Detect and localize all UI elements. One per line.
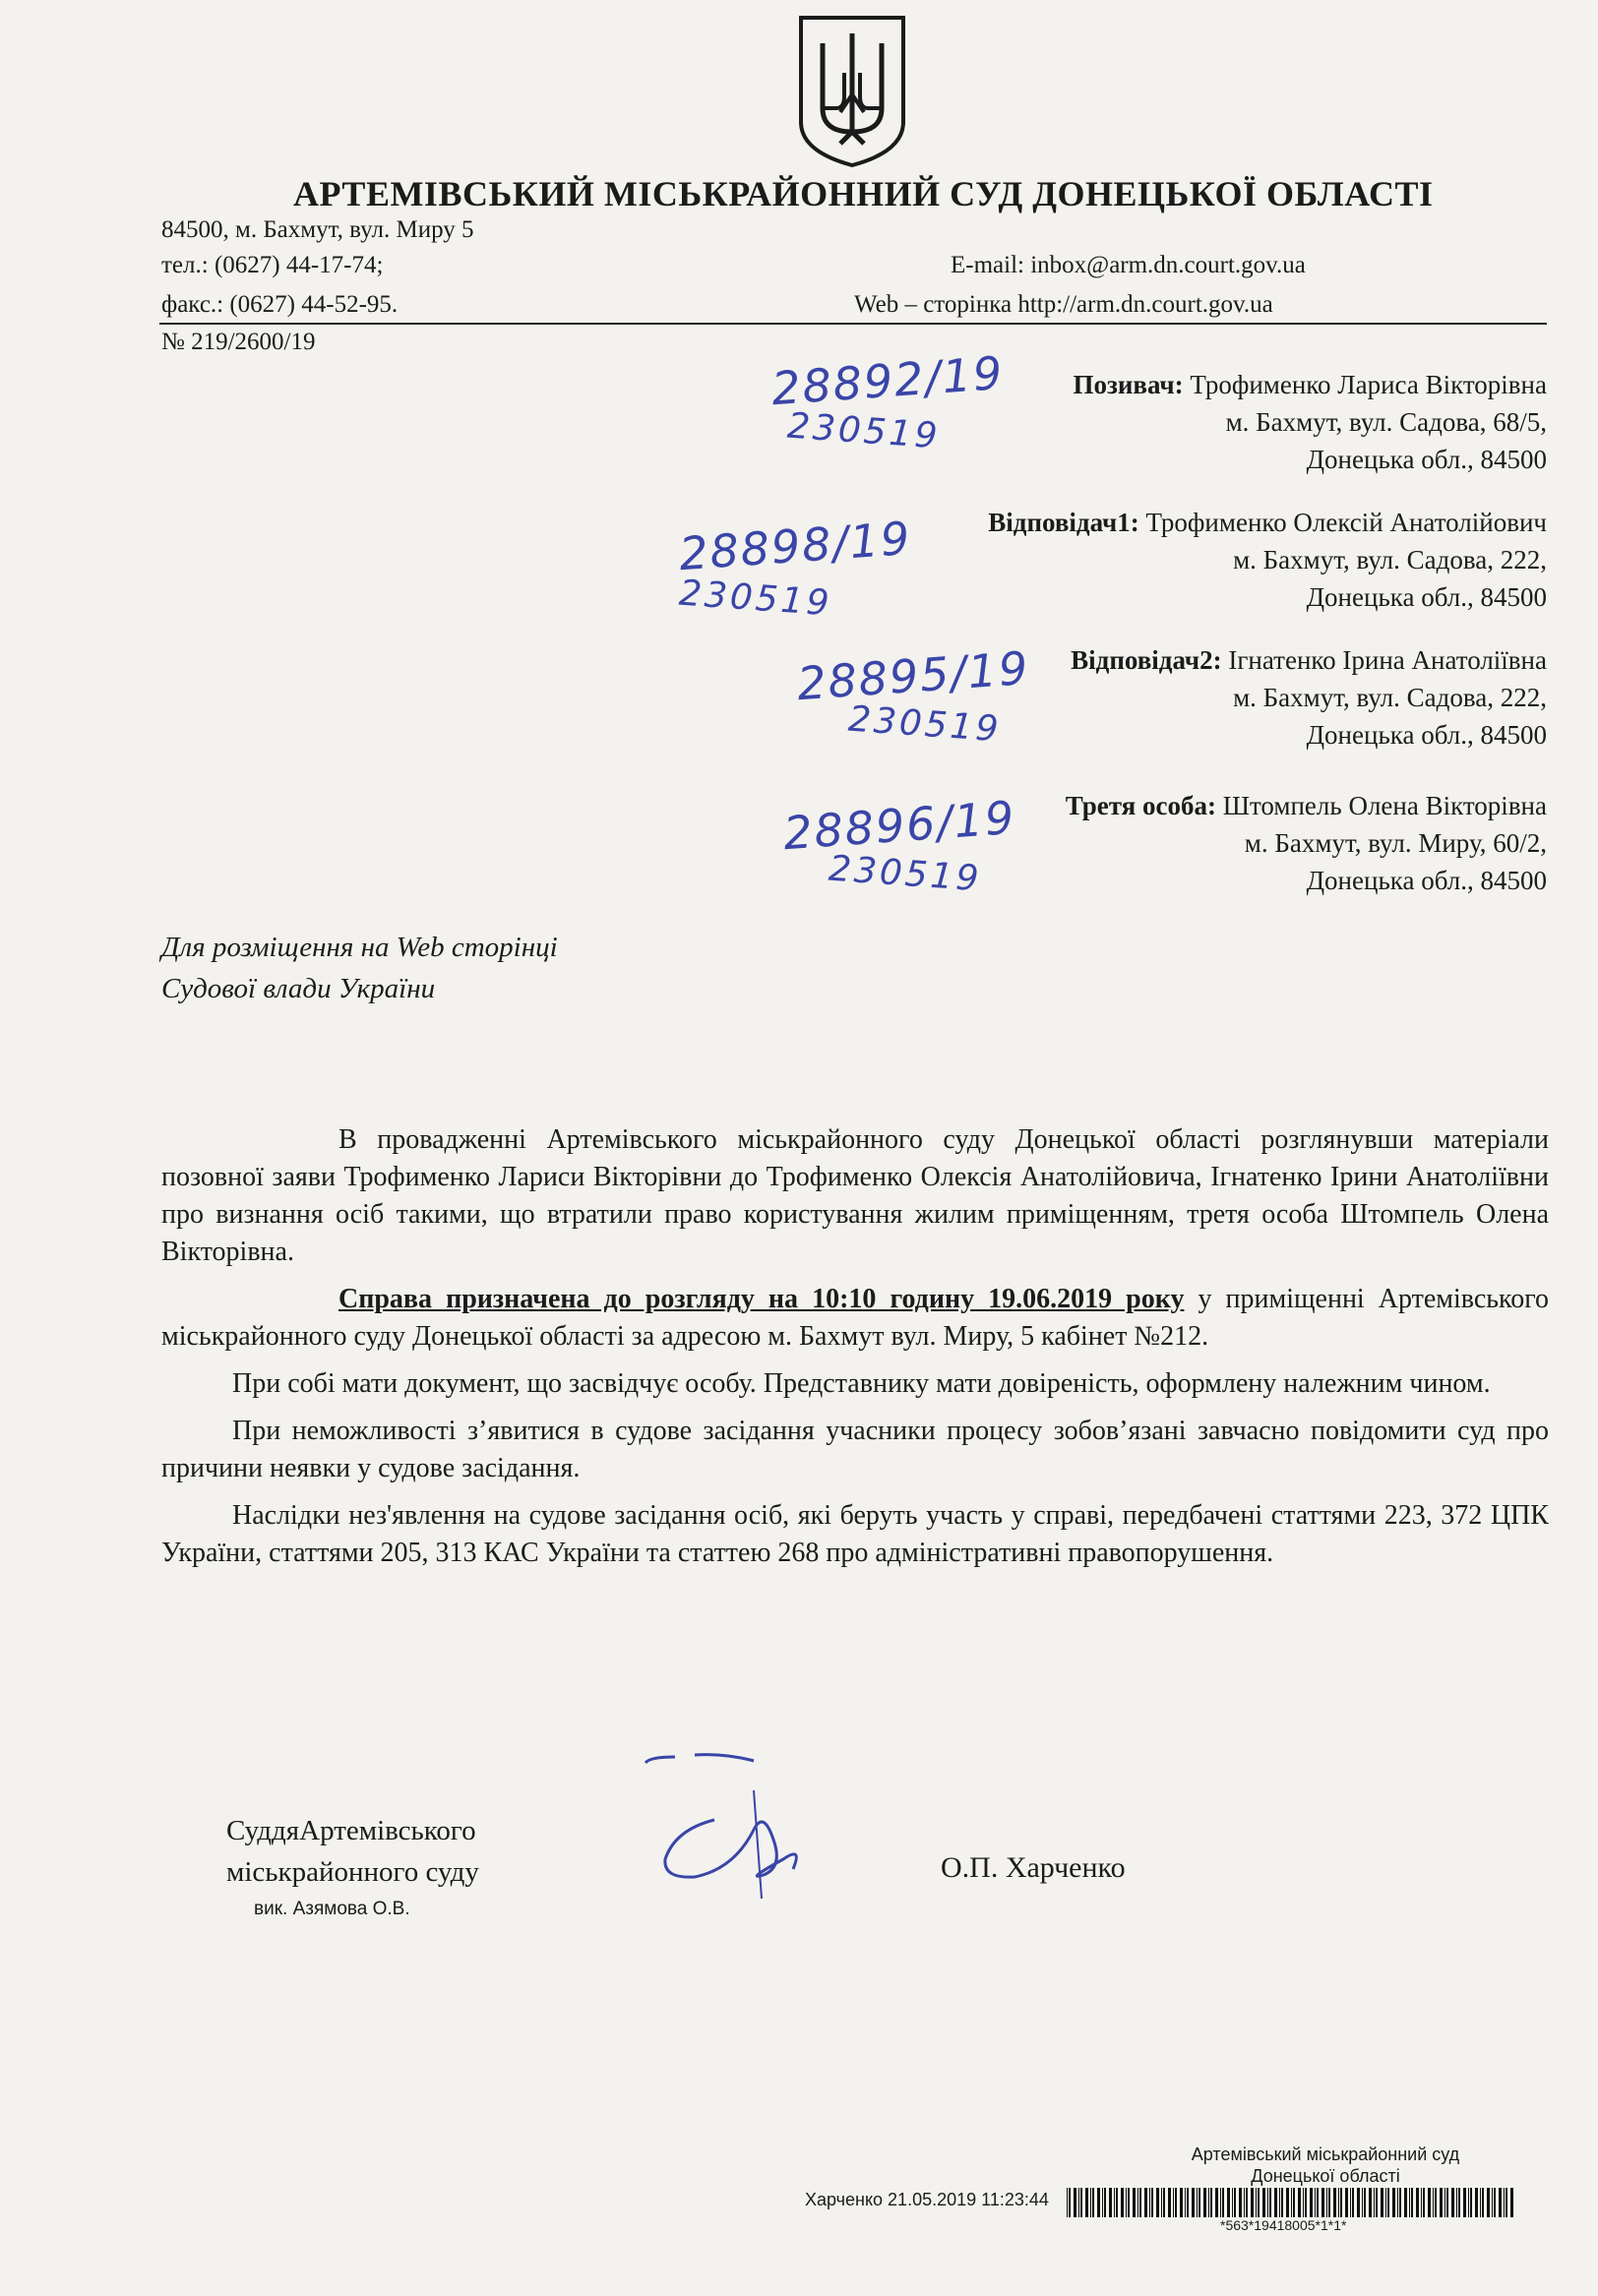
party-name: Ігнатенко Ірина Анатоліївна [1228,645,1547,675]
court-email: E-mail: inbox@arm.dn.court.gov.ua [951,252,1306,278]
party-defendant-1 [988,504,1547,616]
party-defendant-2 [1071,641,1547,754]
handwritten-signature-icon [636,1751,852,1899]
trident-emblem-icon [793,14,911,169]
party-third-person [1066,787,1547,899]
handwritten-number: 28892/19 [769,345,1006,416]
case-number: № 219/2600/19 [161,329,316,355]
notice-body [161,1121,1549,1582]
party-name: Трофименко Олексій Анатолійович [1145,508,1547,537]
header-divider [159,323,1547,325]
party-address-line2: Донецька обл., 84500 [1306,720,1547,750]
court-phone: тел.: (0627) 44-17-74; [161,252,384,278]
party-role: Третя особа: [1065,791,1216,820]
party-role: Відповідач2: [1071,645,1222,675]
body-paragraph-intro: В провадженні Артемівського міськрайонного суду Донецької області розглянувши матеріали позовної заяви Трофименко Лариси Вікторівни до Трофименко Олексія Анатолійовича, Ігнатенко Ірини Анатоліївни про визнання осіб такими, що втратили право користування жилим приміщенням, третя особа Штомпель Олена Вікторівна. [161,1124,1549,1267]
party-address-line2: Донецька обл., 84500 [1306,866,1547,895]
party-name: Трофименко Лариса Вікторівна [1190,370,1547,399]
placement-note-line2: Судової влади України [161,973,436,1004]
judge-name: О.П. Харченко [941,1851,1126,1884]
placement-note-line1: Для розміщення на Web сторінці [161,932,558,963]
handwritten-date: 230519 [677,573,833,625]
judge-title-line1: СуддяАртемівського [226,1815,476,1846]
hearing-location-text: у приміщенні Артемівського міськрайонного суду Донецької області за адресою м. Бахмут вул. Миру, 5 кабінет №212. [161,1284,1549,1352]
handwritten-date: 230519 [846,698,1003,751]
judge-title [226,1810,479,1893]
barcode-icon [1067,2188,1519,2217]
handwritten-number: 28895/19 [795,640,1031,711]
party-role: Позивач: [1073,370,1184,399]
party-address-line1: м. Бахмут, вул. Садова, 222, [1233,545,1547,574]
party-address-line1: м. Бахмут, вул. Миру, 60/2, [1244,828,1547,858]
placement-note [161,927,558,1009]
handwritten-number: 28896/19 [781,790,1017,861]
party-address-line2: Донецька обл., 84500 [1306,445,1547,474]
body-paragraph-consequences: Наслідки нез'явлення на судове засідання осіб, які беруть участь у справі, передбачені статтями 223, 372 ЦПК України, статтями 205, 313 КАС України та статтею 268 про адміністративні правопорушення. [161,1500,1549,1568]
party-address-line2: Донецька обл., 84500 [1306,582,1547,612]
court-address: 84500, м. Бахмут, вул. Миру 5 [161,216,474,243]
party-name: Штомпель Олена Вікторівна [1222,791,1547,820]
body-paragraph-documents: При собі мати документ, що засвідчує особу. Представнику мати довіреність, оформлену належним чином. [232,1368,1491,1399]
stamp-signed-by: Харченко 21.05.2019 11:23:44 [805,2190,1049,2209]
party-address-line1: м. Бахмут, вул. Садова, 222, [1233,683,1547,712]
executor-note: вик. Азямова О.В. [254,1899,410,1919]
party-plaintiff [1073,366,1547,478]
party-role: Відповідач1: [988,508,1139,537]
judge-title-line2: міськрайонного суду [226,1856,479,1888]
party-address-line1: м. Бахмут, вул. Садова, 68/5, [1225,407,1547,437]
body-paragraph-hearing [161,1281,1549,1356]
stamp-court-line1: Артемівський міськрайонний суд [1191,2145,1460,2164]
stamp-court-line2: Донецької області [1251,2166,1400,2186]
court-web: Web – сторінка http://arm.dn.court.gov.ua [854,291,1273,318]
barcode-number: *563*19418005*1*1* [1220,2217,1347,2233]
stamp-court-name [1163,2144,1488,2187]
handwritten-date: 230519 [827,848,983,900]
body-paragraph-absence: При неможливості з’явитися в судове засідання учасники процесу зобов’язані завчасно повідомити суд про причини неявки у судове засідання. [161,1416,1549,1483]
court-title: АРТЕМІВСЬКИЙ МІСЬКРАЙОННИЙ СУД ДОНЕЦЬКОЇ ОБЛАСТІ [293,174,1434,213]
hearing-date-text: Справа призначена до розгляду на 10:10 годину 19.06.2019 року [338,1284,1185,1314]
handwritten-number: 28898/19 [677,511,913,581]
court-fax: факс.: (0627) 44-52-95. [161,291,399,318]
handwritten-date: 230519 [785,405,942,457]
